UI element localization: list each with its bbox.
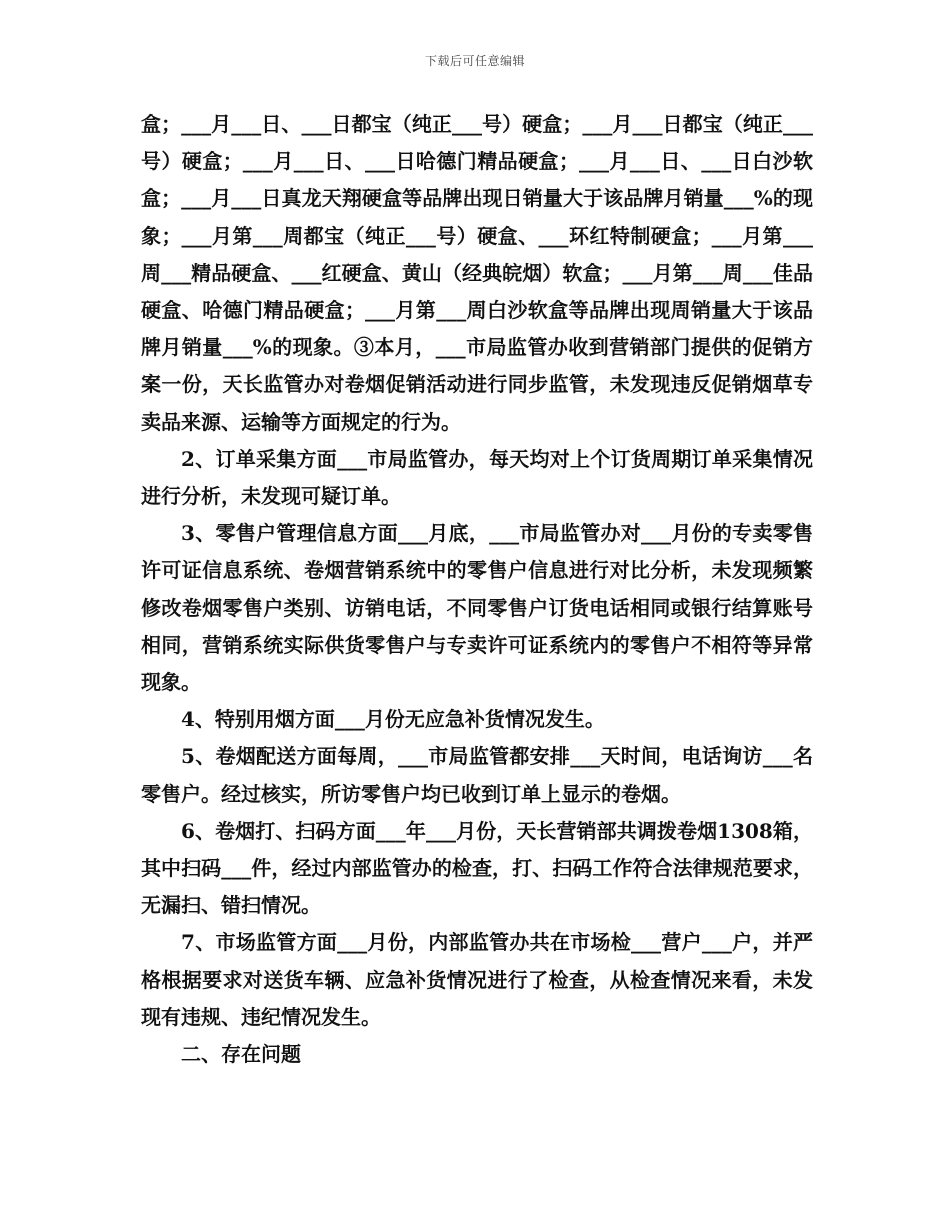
paragraph-continuation: 盒；___月___日、___日都宝（纯正___号）硬盒；___月___日都宝（纯正___号）硬盒；___月___日、___日哈德门精品硬盒；___月___日、___日白沙软盒；___月___日真龙天翔硬盒等品牌出现日销量大于该品牌月销量___%的现象；___月第___周都宝（纯正___号）硬盒、___环红特制硬盒；___月第___周___精品硬盒、___红硬盒、黄山（经典皖烟）软盒；___月第___周___佳品硬盒、哈德门精品硬盒；___月第___周白沙软盒等品牌出现周销量大于该品牌月销量___%的现象。③本月，___市局监管办收到营销部门提供的促销方案一份，天长监管办对卷烟促销活动进行同步监管，未发现违反促销烟草专卖品来源、运输等方面规定的行为。 <box>141 112 813 434</box>
document-body <box>141 106 813 1073</box>
paragraph-retailer-info: 3、零售户管理信息方面___月底，___市局监管办对___月份的专卖零售许可证信息系统、卷烟营销系统中的零售户信息进行对比分析，未发现频繁修改卷烟零售户类别、访销电话，不同零售户订货电话相同或银行结算账号相同，营销系统实际供货零售户与专卖许可证系统内的零售户不相符等异常现象。 <box>141 521 813 695</box>
section-heading-problems: 二、存在问题 <box>181 1042 301 1067</box>
page-header: 下载后可任意编辑 <box>424 54 525 68</box>
paragraph-delivery: 5、卷烟配送方面每周，___市局监管都安排___天时间，电话询访___名零售户。经过核实，所访零售户均已收到订单上显示的卷烟。 <box>141 744 813 806</box>
paragraph-special-use: 4、特别用烟方面___月份无应急补货情况发生。 <box>181 707 605 732</box>
paragraph-order-collection: 2、订单采集方面___市局监管办，每天均对上个订货周期订单采集情况进行分析，未发现可疑订单。 <box>141 446 813 509</box>
paragraph-market-supervision: 7、市场监管方面___月份，内部监管办共在市场检___营户___户，并严格根据要求对送货车辆、应急补货情况进行了检查，从检查情况来看，未发现有违规、违纪情况发生。 <box>141 930 813 1029</box>
paragraph-scanning: 6、卷烟打、扫码方面___年___月份，天长营销部共调拨卷烟1308箱，其中扫码___件，经过内部监管办的检查，打、扫码工作符合法律规范要求，无漏扫、错扫情况。 <box>141 818 813 918</box>
